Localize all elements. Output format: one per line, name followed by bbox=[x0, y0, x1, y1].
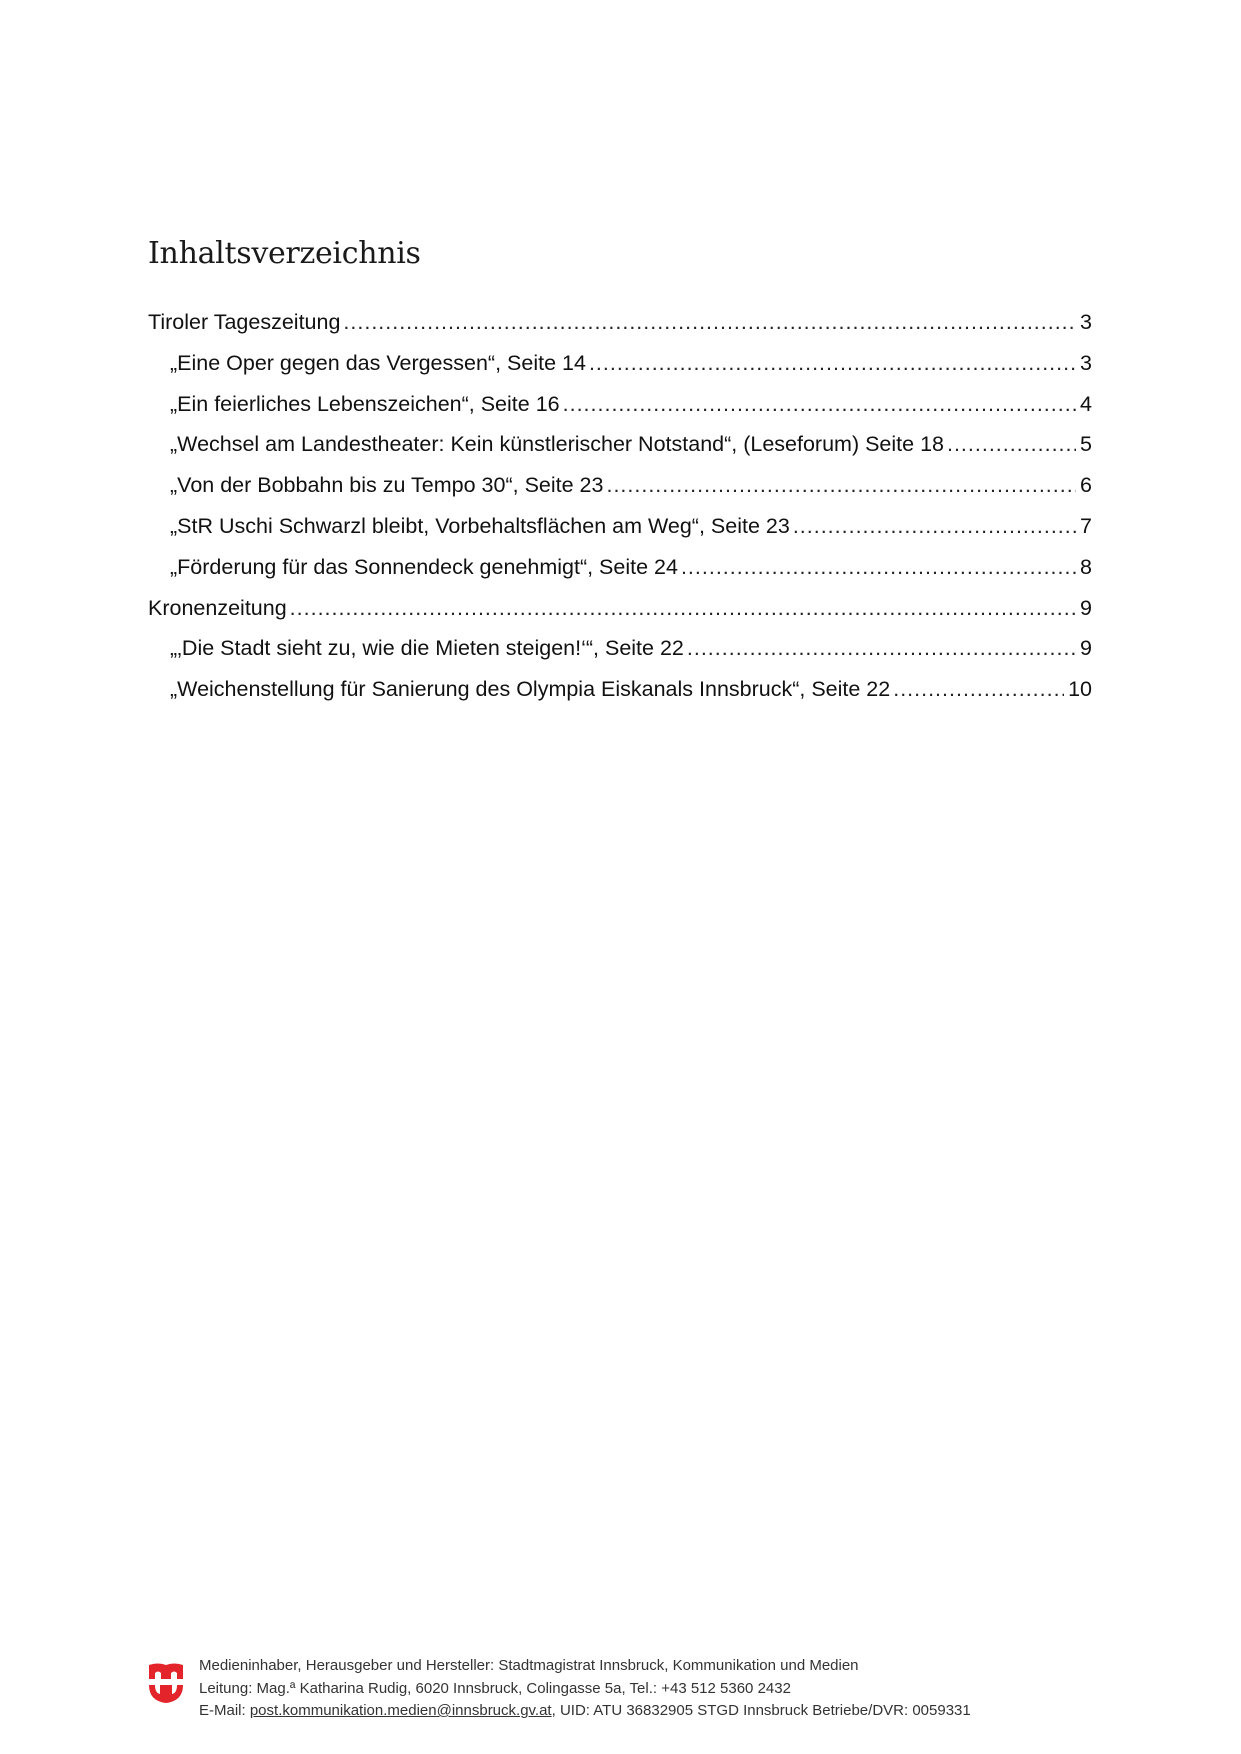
toc-leader bbox=[793, 506, 1076, 547]
toc-label: „‚Die Stadt sieht zu, wie die Mieten steigen!‘“, Seite 22 bbox=[170, 636, 684, 661]
toc-label: Tiroler Tageszeitung bbox=[148, 310, 341, 334]
toc-page: 8 bbox=[1080, 554, 1092, 579]
toc-leader bbox=[893, 669, 1064, 710]
innsbruck-logo-icon bbox=[149, 1661, 183, 1705]
toc-entry[interactable] bbox=[148, 547, 1092, 588]
toc-entry[interactable] bbox=[148, 628, 1092, 669]
toc-entry[interactable] bbox=[148, 424, 1092, 465]
toc-page: 7 bbox=[1080, 513, 1092, 538]
footer-management: Leitung: Mag.ª Katharina Rudig, 6020 Innsbruck, Colingasse 5a, Tel.: +43 512 5360 2432 bbox=[199, 1679, 791, 1697]
toc-entry[interactable] bbox=[148, 302, 1092, 343]
toc-leader bbox=[343, 302, 1076, 343]
toc-label: Kronenzeitung bbox=[148, 595, 287, 620]
toc-page: 5 bbox=[1080, 432, 1092, 457]
footer-publisher: Medieninhaber, Herausgeber und Hersteller: Stadtmagistrat Innsbruck, Kommunikation und Medien bbox=[199, 1657, 859, 1674]
toc-label: „Ein feierliches Lebenszeichen“, Seite 16 bbox=[170, 391, 560, 416]
toc-entry[interactable] bbox=[148, 506, 1092, 547]
toc-label: „Förderung für das Sonnendeck genehmigt“, Seite 24 bbox=[170, 554, 678, 579]
toc-leader bbox=[681, 547, 1076, 588]
toc-page: 4 bbox=[1080, 391, 1092, 416]
toc-entry[interactable] bbox=[148, 384, 1092, 425]
toc-page: 3 bbox=[1080, 350, 1092, 375]
page-title: Inhaltsverzeichnis bbox=[148, 236, 421, 271]
toc-entry[interactable] bbox=[148, 343, 1092, 384]
toc-entry[interactable] bbox=[148, 588, 1092, 629]
toc-page: 10 bbox=[1068, 677, 1092, 702]
footer-email-link[interactable]: post.kommunikation.medien@innsbruck.gv.at bbox=[249, 1702, 552, 1719]
toc-page: 9 bbox=[1080, 595, 1092, 620]
toc-entry[interactable] bbox=[148, 465, 1092, 506]
toc-leader bbox=[589, 343, 1076, 384]
toc-leader bbox=[606, 465, 1076, 506]
footer-email-label: E-Mail: bbox=[199, 1702, 250, 1719]
toc-leader bbox=[563, 384, 1076, 425]
toc-leader bbox=[290, 588, 1076, 629]
toc-leader bbox=[947, 424, 1076, 465]
toc-label: „Weichenstellung für Sanierung des Olympia Eiskanals Innsbruck“, Seite 22 bbox=[170, 677, 891, 702]
toc-label: „Von der Bobbahn bis zu Tempo 30“, Seite 23 bbox=[170, 473, 604, 498]
toc-leader bbox=[687, 628, 1076, 669]
footer-contact bbox=[199, 1700, 971, 1723]
footer-uid: , UID: ATU 36832905 STGD Innsbruck Betriebe/DVR: 0059331 bbox=[551, 1702, 971, 1719]
toc-entry[interactable] bbox=[148, 669, 1092, 710]
toc-page: 6 bbox=[1080, 473, 1092, 498]
toc-label: „StR Uschi Schwarzl bleibt, Vorbehaltsflächen am Weg“, Seite 23 bbox=[170, 513, 790, 538]
table-of-contents bbox=[148, 302, 1092, 710]
toc-page: 3 bbox=[1080, 310, 1092, 334]
toc-label: „Wechsel am Landestheater: Kein künstlerischer Notstand“, (Leseforum) Seite 18 bbox=[170, 432, 944, 457]
toc-label: „Eine Oper gegen das Vergessen“, Seite 14 bbox=[170, 350, 586, 375]
toc-page: 9 bbox=[1080, 636, 1092, 661]
